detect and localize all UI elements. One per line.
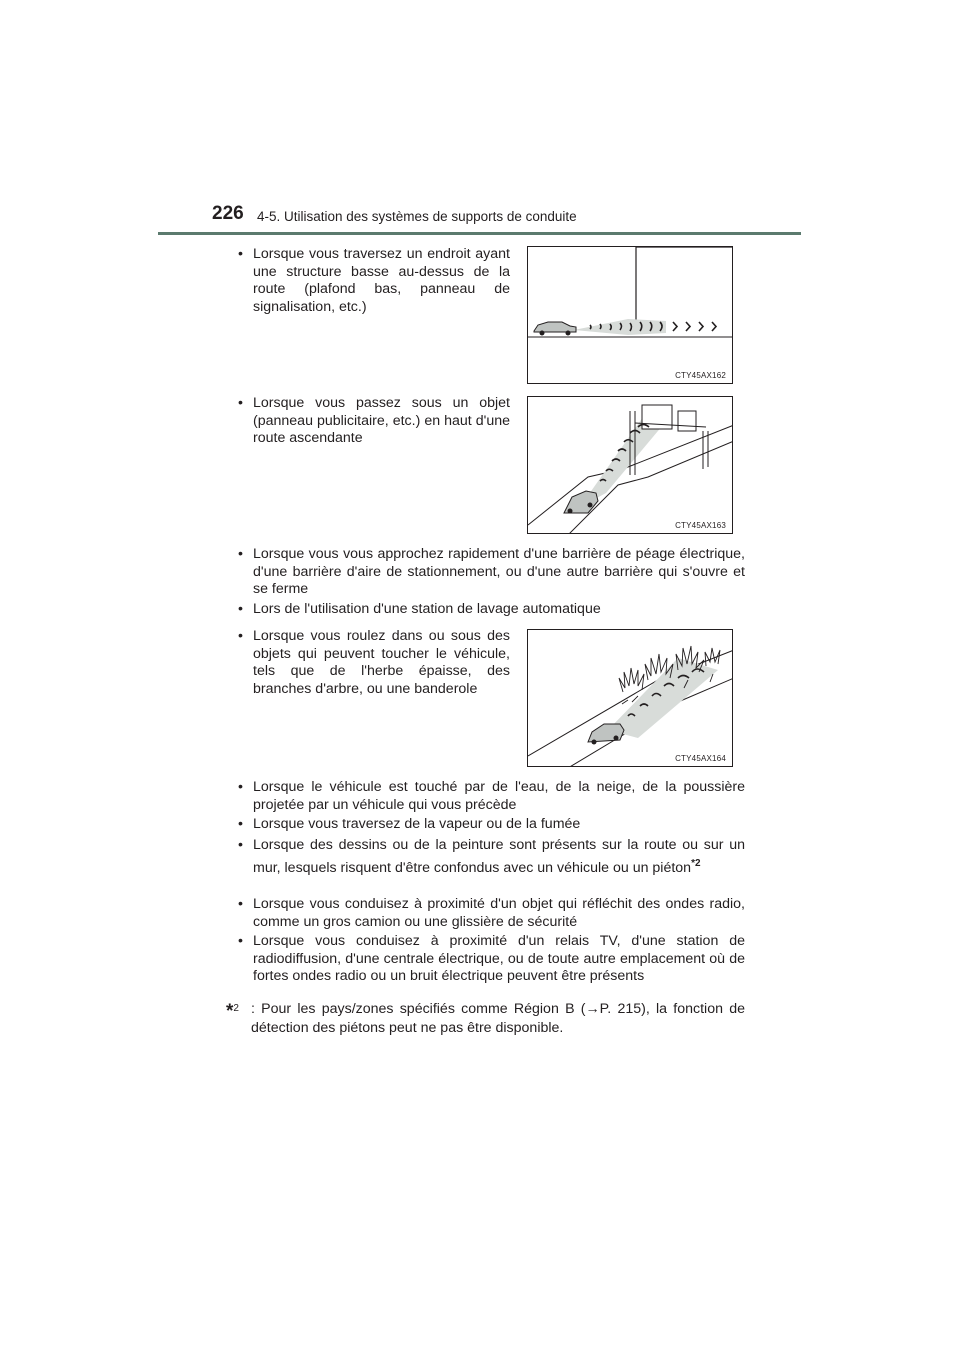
bullet-icon: • [238, 933, 243, 949]
figure-low-structure [527, 246, 733, 384]
figure-code: CTY45AX163 [675, 521, 726, 530]
thick-grass-illustration [528, 630, 733, 767]
list-item [238, 395, 510, 448]
car-icon [588, 724, 624, 745]
list-item [238, 546, 745, 599]
bullet-icon: • [238, 816, 243, 832]
bullet-icon: • [238, 246, 243, 262]
overhead-sign-uphill-illustration [528, 397, 733, 534]
bullet-icon: • [238, 395, 243, 411]
list-item [238, 896, 745, 931]
figure-code: CTY45AX164 [675, 754, 726, 763]
list-item [238, 779, 745, 814]
car-icon [534, 322, 576, 336]
list-item-text: Lorsque des dessins ou de la peinture sont présents sur la route ou sur un mur, lesquels risquent d'être confondus avec un véhicule ou un piéton [253, 837, 745, 876]
list-item [238, 601, 745, 619]
footnote-text: : Pour les pays/zones spécifiés comme Région B (→P. 215), la fonction de détection des piétons peut ne pas être disponible. [251, 1001, 745, 1036]
list-item-text: Lorsque vous vous approchez rapidement d'une barrière de péage électrique, d'une barrière d'aire de stationnement, ou d'une autre barrière qui s'ouvre et se ferme [253, 546, 745, 598]
list-item-text: Lorsque vous conduisez à proximité d'un objet qui réfléchit des ondes radio, comme un gros camion ou une glissière de sécurité [253, 896, 745, 930]
list-item-text: Lorsque vous traversez de la vapeur ou de la fumée [253, 816, 581, 832]
list-item-text: Lors de l'utilisation d'une station de lavage automatique [253, 601, 601, 617]
bullet-icon: • [238, 628, 243, 644]
list-item-text: Lorsque vous passez sous un objet (panneau publicitaire, etc.) en haut d'une route ascendante [253, 395, 510, 447]
footnote-star: * [226, 1001, 234, 1022]
list-item [238, 628, 510, 698]
list-item-text: Lorsque le véhicule est touché par de l'eau, de la neige, de la poussière projetée par un véhicule qui vous précède [253, 779, 745, 813]
low-overhead-structure-illustration [528, 247, 733, 384]
list-item [238, 837, 745, 877]
bullet-icon: • [238, 779, 243, 795]
list-item [238, 933, 745, 986]
footnote-marker [226, 1000, 239, 1023]
bullet-icon: • [238, 896, 243, 912]
footnote [226, 1000, 745, 1037]
list-item-text: Lorsque vous conduisez à proximité d'un relais TV, d'une station de radiodiffusion, d'une centrale électrique, ou de toute autre emplacement où de fortes ondes radio ou un bruit électrique peuvent être présents [253, 933, 745, 985]
list-item-text: Lorsque vous traversez un endroit ayant une structure basse au-dessus de la route (plafond bas, panneau de signalisation, etc.) [253, 246, 510, 315]
figure-thick-grass [527, 629, 733, 767]
section-title: 4-5. Utilisation des systèmes de supports de conduite [257, 209, 577, 224]
footnote-number: 2 [233, 1003, 239, 1014]
list-item-text: Lorsque vous roulez dans ou sous des objets qui peuvent toucher le véhicule, tels que de l'herbe épaisse, des branches d'arbre, ou une banderole [253, 628, 510, 697]
bullet-icon: • [238, 837, 243, 853]
page-number: 226 [212, 203, 244, 224]
bullet-icon: • [238, 601, 243, 617]
figure-code: CTY45AX162 [675, 371, 726, 380]
bullet-icon: • [238, 546, 243, 562]
footnote-reference: *2 [691, 857, 701, 869]
list-item [238, 816, 745, 834]
header-divider [158, 232, 801, 235]
list-item [238, 246, 510, 316]
figure-overhead-sign [527, 396, 733, 534]
